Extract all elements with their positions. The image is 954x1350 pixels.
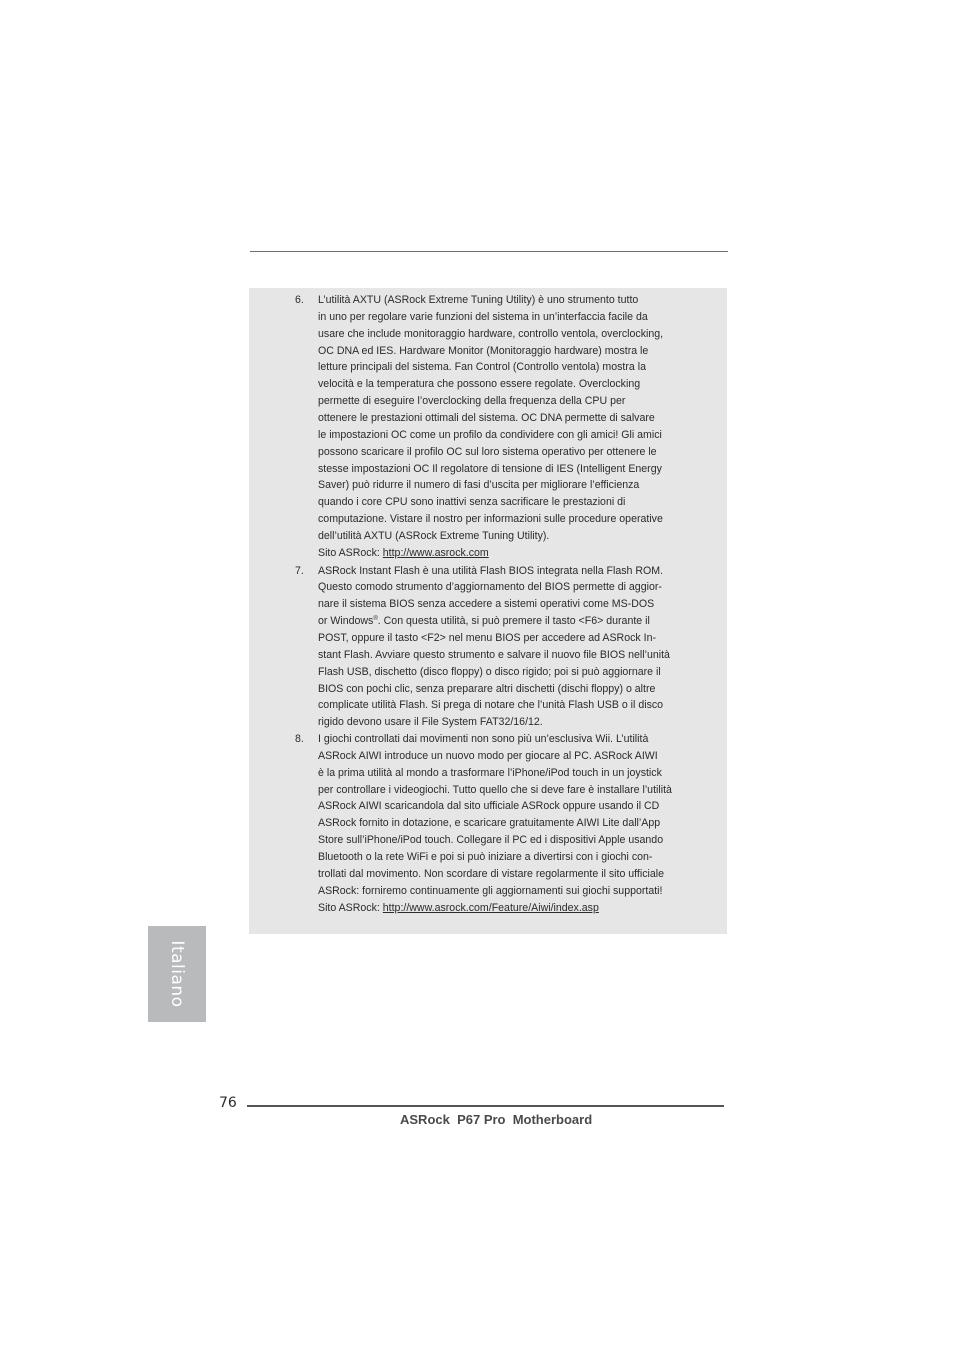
item-number: 6. [295, 294, 304, 306]
item-6-line-9: le impostazioni OC come un profilo da condividere con gli amici! Gli amici [318, 428, 662, 441]
item-6-line-6: velocità e la temperatura che possono essere regolate. Overclocking [318, 378, 641, 391]
item-7-line-8: BIOS con pochi clic, senza preparare altri dischetti (dischi floppy) o altre [318, 682, 656, 695]
footer-title: ASRock P67 Pro Motherboard [400, 1112, 593, 1127]
item-6-line-15: dell’utilità AXTU (ASRock Extreme Tuning Utility). [318, 529, 550, 542]
site-prefix: Sito ASRock: [318, 546, 383, 559]
item-7-line-2: Questo comodo strumento d’aggiornamento del BIOS permette di aggior- [318, 581, 662, 594]
item-6-line-1: L’utilità AXTU (ASRock Extreme Tuning Utility) è uno strumento tutto [318, 294, 639, 306]
item-6-line-2: in uno per regolare varie funzioni del sistema in un’interfaccia facile da [318, 310, 648, 323]
item-7-line-1: ASRock Instant Flash è una utilità Flash BIOS integrata nella Flash ROM. [318, 564, 664, 577]
item-6-line-3: usare che include monitoraggio hardware, controllo ventola, overclocking, [318, 327, 664, 340]
item-6-line-7: permette di eseguire l’overclocking della frequenza della CPU per [318, 395, 626, 408]
item-8-line-10: ASRock: forniremo continuamente gli aggiornamenti sui giochi supportati! [318, 884, 663, 897]
aiwi-feature-link[interactable]: http://www.asrock.com/Feature/Aiwi/index.asp [382, 901, 599, 914]
item-6-line-10: possono scaricare il profilo OC sul loro sistema operativo per ottenere le [318, 445, 657, 458]
item-6-line-11: stesse impostazioni OC Il regolatore di tensione di IES (Intelligent Energy [318, 462, 662, 475]
item-7-line-4 [318, 613, 650, 630]
item-number: 7. [295, 564, 304, 577]
language-label: Italiano [167, 940, 187, 1008]
item-6-line-5: letture principali del sistema. Fan Control (Controllo ventola) mostra la [318, 361, 646, 374]
registered-mark: ® [373, 616, 378, 623]
item-6-line-13: quando i core CPU sono inattivi senza sacrificare le prestazioni di [318, 496, 626, 509]
item-8-line-4: per controllare i videogiochi. Tutto quello che si deve fare è installare l’utilità [318, 783, 672, 796]
item-6-line-4: OC DNA ed IES. Hardware Monitor (Monitoraggio hardware) mostra le [318, 344, 649, 357]
item-6-line-12: Saver) può ridurre il numero di fasi d’uscita per migliorare l’efficienza [318, 479, 640, 492]
site-prefix: Sito ASRock: [318, 901, 383, 914]
language-tab [148, 926, 206, 1022]
header-rule [250, 251, 728, 252]
item-8-line-2: ASRock AIWI introduce un nuovo modo per giocare al PC. ASRock AIWI [318, 749, 658, 762]
item-8-line-1: I giochi controllati dai movimenti non sono più un’esclusiva Wii. L’utilità [318, 733, 649, 746]
windows-prefix: or Windows [318, 615, 374, 628]
item-7-line-7: Flash USB, dischetto (disco floppy) o disco rigido; poi si può aggiornare il [318, 665, 661, 678]
item-8-line-8: Bluetooth o la rete WiFi e poi si può iniziare a divertirsi con i giochi con- [318, 851, 653, 864]
item-8-line-9: trollati dal movimento. Non scordare di vistare regolarmente il sito ufficiale [318, 867, 665, 880]
item-7-line-10: rigido devono usare il File System FAT32/16/12. [318, 716, 543, 729]
item-8-line-7: Store sull’iPhone/iPod touch. Collegare il PC ed i dispositivi Apple usando [318, 834, 664, 847]
page-number: 76 [219, 1095, 237, 1111]
asrock-website-link[interactable]: http://www.asrock.com [382, 546, 489, 559]
item-number: 8. [295, 733, 304, 746]
item-7-line-5: POST, oppure il tasto <F2> nel menu BIOS per accedere ad ASRock In- [318, 631, 657, 644]
item-6-line-14: computazione. Vistare il nostro per informazioni sulle procedure operative [318, 513, 663, 526]
footer-rule [247, 1105, 724, 1107]
item-8-line-5: ASRock AIWI scaricandola dal sito ufficiale ASRock oppure usando il CD [318, 800, 660, 813]
item-7-line-3: nare il sistema BIOS senza accedere a sistemi operativi come MS-DOS [318, 598, 655, 611]
windows-suffix: . Con questa utilità, si può premere il tasto <F6> durante il [377, 615, 650, 628]
item-7-line-9: complicate utilità Flash. Si prega di notare che l’unità Flash USB o il disco [318, 699, 664, 712]
item-6-line-8: ottenere le prestazioni ottimali del sistema. OC DNA permette di salvare [318, 411, 655, 424]
item-6-site-line [318, 545, 489, 562]
item-8-site-line [318, 900, 599, 917]
item-8-line-3: è la prima utilità al mondo a trasformare l’iPhone/iPod touch in un joystick [318, 766, 662, 779]
item-8-line-6: ASRock fornito in dotazione, e scaricare gratuitamente AIWI Lite dall’App [318, 817, 661, 830]
item-7-line-6: stant Flash. Avviare questo strumento e salvare il nuovo file BIOS nell’unità [318, 648, 670, 661]
